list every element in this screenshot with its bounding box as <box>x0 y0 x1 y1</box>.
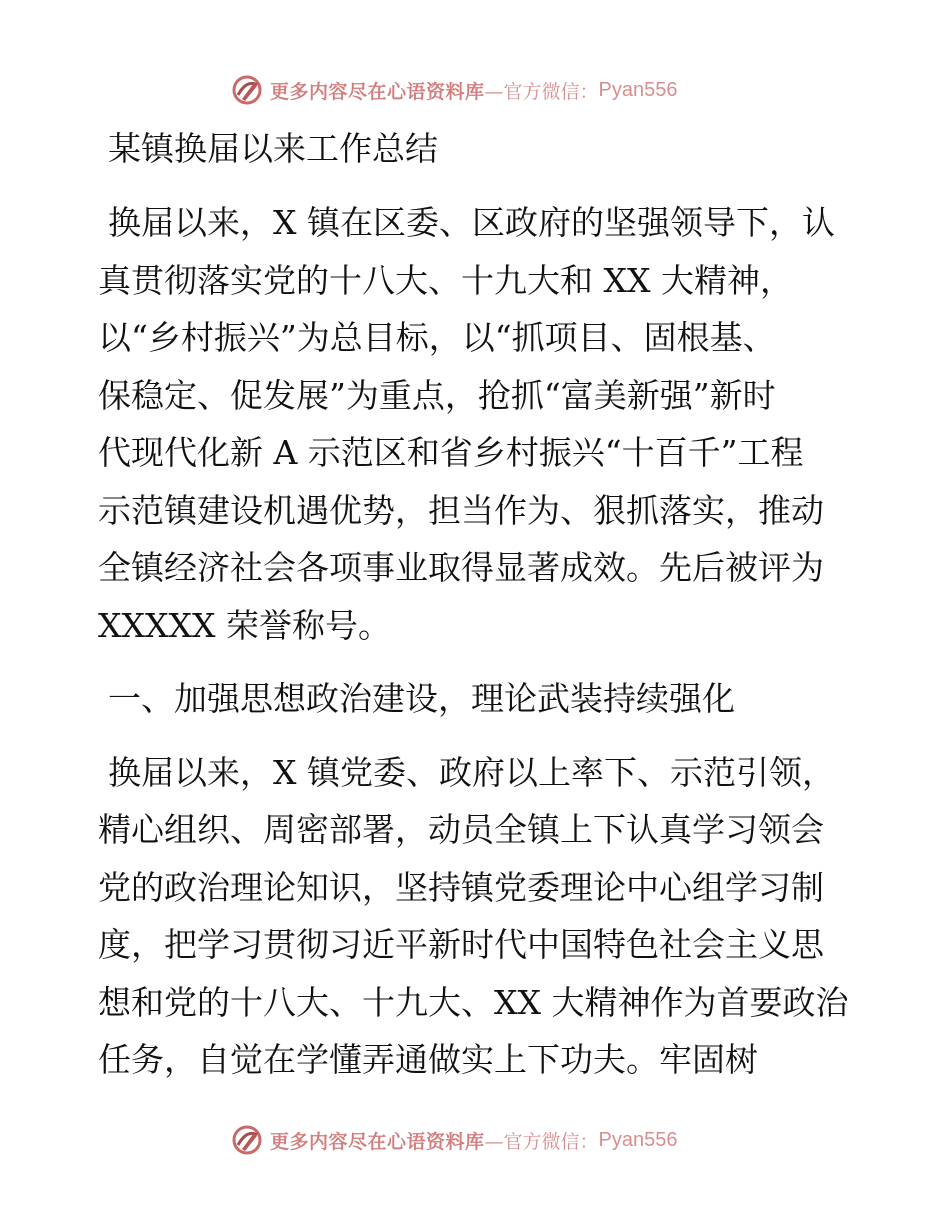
watermark-main-text: 更多内容尽在心语资料库 <box>270 1130 485 1153</box>
paragraph-line: 精心组织、周密部署，动员全镇上下认真学习领会 <box>98 810 824 849</box>
document-title: 某镇换届以来工作总结 <box>108 129 438 168</box>
swirl-pen-logo-icon <box>230 73 264 107</box>
section-heading: 一、加强思想政治建设，理论武装持续强化 <box>108 679 735 718</box>
paragraph-line: 换届以来，X 镇在区委、区政府的坚强领导下，认 <box>108 203 835 242</box>
paragraph-line: 示范镇建设机遇优势，担当作为、狠抓落实，推动 <box>98 490 824 530</box>
watermark-wechat-id: Pyan556 <box>598 78 678 101</box>
paragraph-line: 党的政治理论知识，坚持镇党委理论中心组学习制 <box>98 867 824 907</box>
paragraph-line: 换届以来，X 镇党委、政府以上率下、示范引领， <box>108 752 835 792</box>
paragraph-line: 任务，自觉在学懂弄通做实上下功夫。牢固树 <box>98 1040 758 1079</box>
paragraph-line: 以“乡村振兴”为总目标，以“抓项目、固根基、 <box>98 318 776 357</box>
watermark-wechat-id: Pyan556 <box>598 1128 678 1151</box>
paragraph-line: 保稳定、促发展”为重点，抢抓“富美新强”新时 <box>98 375 776 415</box>
paragraph-line: 度，把学习贯彻习近平新时代中国特色社会主义思 <box>98 925 824 964</box>
paragraph-line: 想和党的十八大、十九大、XX 大精神作为首要政治 <box>98 982 849 1022</box>
paragraph-1 <box>98 194 858 654</box>
watermark-sub-text: —官方微信： <box>484 80 599 103</box>
paragraph-line: 真贯彻落实党的十八大、十九大和 XX 大精神， <box>98 260 793 300</box>
paragraph-line: 代现代化新 A 示范区和省乡村振兴“十百千”工程 <box>98 433 804 472</box>
paragraph-line: XXXXX 荣誉称号。 <box>98 605 391 645</box>
footer-watermark <box>230 1122 750 1158</box>
paragraph-line: 全镇经济社会各项事业取得显著成效。先后被评为 <box>98 548 824 587</box>
document-body <box>98 120 858 1089</box>
swirl-pen-logo-icon <box>230 1123 264 1157</box>
watermark-sub-text: —官方微信： <box>484 1130 599 1153</box>
header-watermark <box>230 72 750 108</box>
paragraph-2 <box>98 744 858 1089</box>
watermark-main-text: 更多内容尽在心语资料库 <box>270 80 485 103</box>
